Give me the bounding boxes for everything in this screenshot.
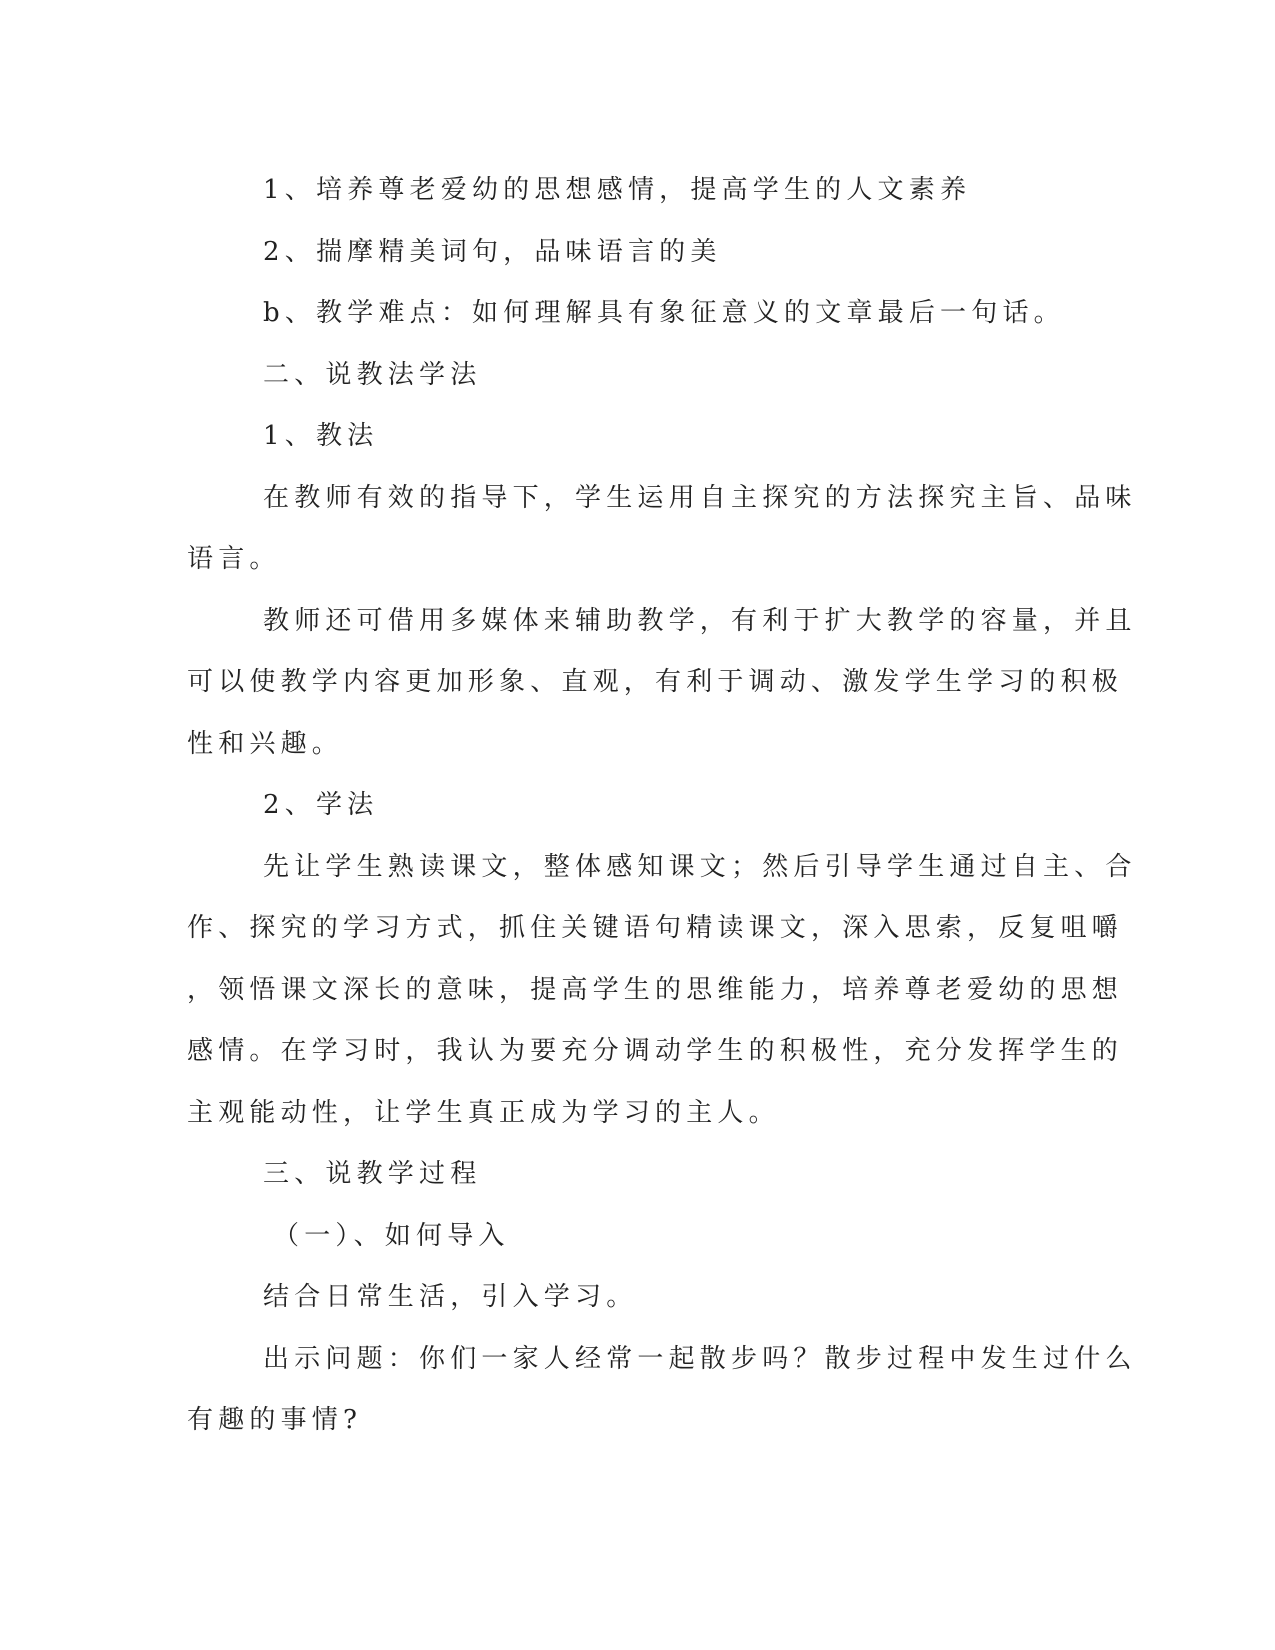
paragraph-line: 主观能动性，让学生真正成为学习的主人。 — [187, 1097, 780, 1128]
paragraph-line: 作、探究的学习方式，抓住关键语句精读课文，深入思索，反复咀嚼 — [187, 913, 1124, 943]
paragraph-line: 结合日常生活，引入学习。 — [263, 1282, 638, 1312]
objective-line-1: 1、培养尊老爱幼的思想感情，提高学生的人文素养 — [263, 175, 972, 205]
paragraph-line: 语言。 — [187, 544, 281, 574]
subheading-teaching-method: 1、教法 — [263, 421, 379, 451]
document-body — [187, 160, 1137, 1452]
paragraph-line: 在教师有效的指导下，学生运用自主探究的方法探究主旨、品味 — [263, 482, 1137, 513]
subheading-learning-method: 2、学法 — [263, 790, 379, 820]
section-heading-process: 三、说教学过程 — [263, 1159, 482, 1189]
paragraph-line: 可以使教学内容更加形象、直观，有利于调动、激发学生学习的积极 — [187, 667, 1124, 697]
paragraph-line: 教师还可借用多媒体来辅助教学，有利于扩大教学的容量，并且 — [263, 605, 1137, 636]
paragraph-line: 感情。在学习时，我认为要充分调动学生的积极性，充分发挥学生的 — [187, 1036, 1124, 1066]
subheading-introduction: （一）、如何导入 — [273, 1220, 510, 1251]
paragraph-line: 性和兴趣。 — [187, 728, 344, 759]
paragraph-line: 出示问题：你们一家人经常一起散步吗？散步过程中发生过什么 — [263, 1343, 1137, 1374]
difficulty-line: b、教学难点：如何理解具有象征意义的文章最后一句话。 — [263, 298, 1065, 328]
paragraph-line: 先让学生熟读课文，整体感知课文；然后引导学生通过自主、合 — [263, 851, 1137, 882]
paragraph-line: 有趣的事情? — [187, 1405, 363, 1435]
objective-line-2: 2、揣摩精美词句，品味语言的美 — [263, 236, 722, 267]
paragraph-line: ，领悟课文深长的意味，提高学生的思维能力，培养尊老爱幼的思想 — [187, 974, 1124, 1005]
section-heading-methods: 二、说教法学法 — [263, 359, 482, 390]
